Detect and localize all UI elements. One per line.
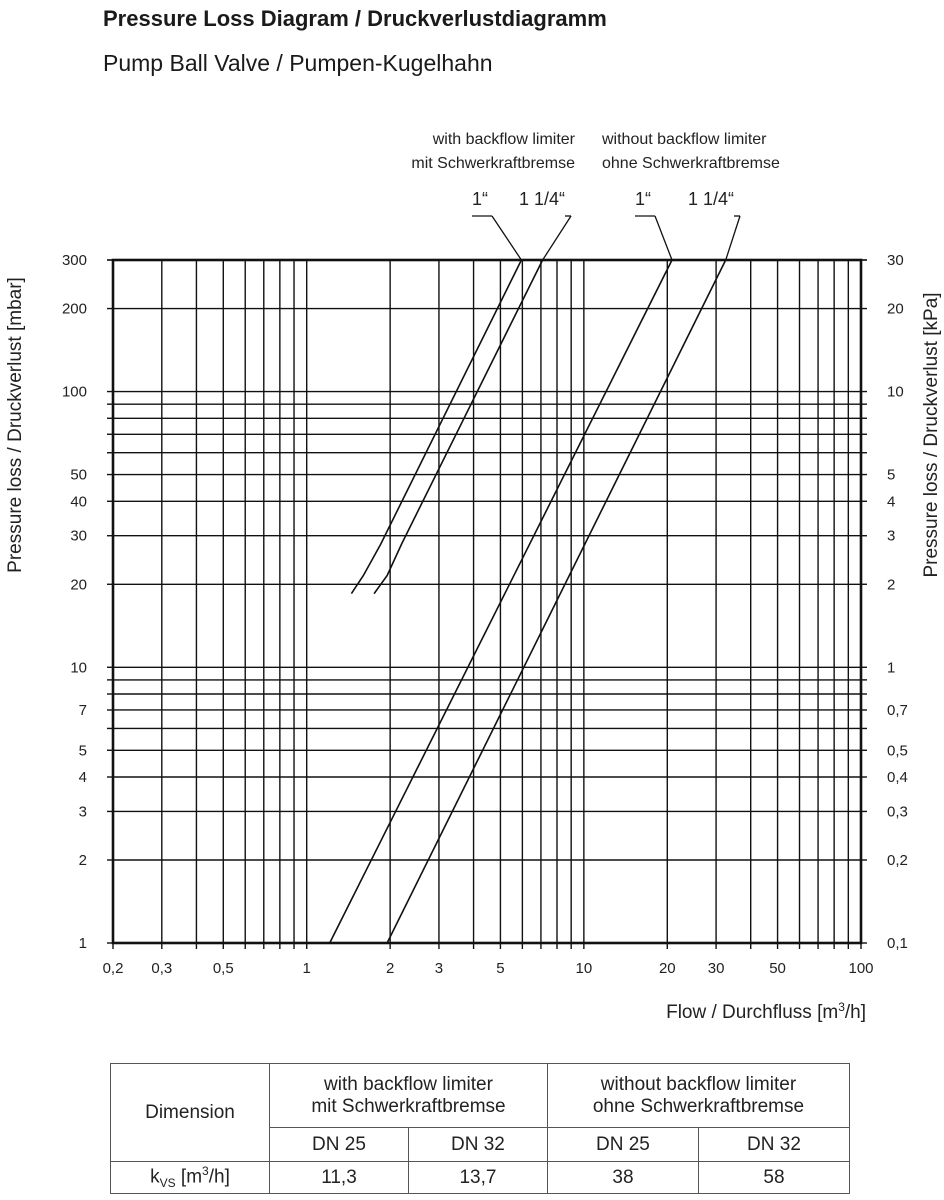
x-tick-label: 100	[848, 960, 874, 977]
series-label: 1 1/4“	[519, 189, 566, 209]
table-size-cell: DN 25	[547, 1128, 698, 1162]
series-group-label: without backflow limiter	[602, 131, 767, 148]
series-label: 1 1/4“	[688, 189, 735, 209]
y-tick-label-left: 300	[61, 252, 87, 269]
series-leader	[543, 216, 571, 260]
series-label: 1“	[472, 189, 489, 209]
y-tick-label-left: 30	[70, 527, 87, 545]
kvs-table	[110, 1063, 850, 1194]
y-tick-label-right: 1	[887, 659, 896, 677]
x-axis-label: Flow / Durchfluss $[m^3/h]$	[666, 1000, 866, 1023]
y-tick-label-right: 3	[887, 527, 896, 545]
table-group2-header: without backflow limiter ohne Schwerkraftbremse	[547, 1064, 849, 1128]
table-kvs-label: $k_{VS}$ $[m^3/h]$	[111, 1162, 270, 1194]
x-tick-label: 5	[496, 960, 505, 977]
x-tick-label: 50	[769, 960, 786, 977]
table-dimension-header: Dimension	[111, 1064, 270, 1162]
series-group-label: with backflow limiter	[432, 131, 575, 148]
series-curve	[351, 260, 521, 594]
y-tick-label-right: 0,5	[887, 742, 908, 760]
y-tick-label-left: 40	[70, 493, 87, 511]
x-tick-label: 3	[434, 960, 444, 977]
table-size-cell: DN 32	[408, 1128, 547, 1162]
y-tick-label-left: 3	[78, 803, 87, 821]
y-tick-label-right: 30	[887, 252, 904, 269]
table-value-cell: 13,7	[408, 1162, 547, 1194]
y-tick-label-left: 50	[70, 466, 87, 484]
x-tick-label: 20	[658, 960, 676, 977]
table-value-cell: 58	[698, 1162, 849, 1194]
y-tick-label-right: 0,7	[887, 701, 908, 719]
y-tick-label-left: 10	[70, 659, 87, 677]
table-size-cell: DN 25	[270, 1128, 409, 1162]
x-tick-label: 10	[575, 960, 593, 977]
x-tick-label: 0,5	[212, 960, 234, 977]
table-value-cell: 11,3	[270, 1162, 409, 1194]
series-curve	[374, 260, 542, 594]
y-tick-label-right: 0,4	[887, 768, 908, 786]
series-leader	[492, 216, 521, 260]
y-tick-label-right: 0,3	[887, 803, 908, 821]
y-axis-label-left: Pressure loss / Druckverlust [mbar]	[5, 277, 26, 573]
y-tick-label-left: 100	[61, 383, 87, 401]
series-leader	[655, 216, 672, 260]
series-label: 1“	[635, 189, 652, 209]
y-tick-label-left: 200	[61, 300, 87, 318]
x-tick-label: 1	[302, 960, 311, 977]
plot-frame	[113, 260, 861, 943]
y-tick-label-left: 2	[78, 851, 87, 869]
series-group-label: mit Schwerkraftbremse	[411, 155, 575, 172]
x-tick-label: 0,3	[151, 960, 173, 977]
y-axis-label-right: Pressure loss / Druckverlust [kPa]	[921, 292, 942, 578]
x-tick-label: 0,2	[102, 960, 124, 977]
y-tick-label-right: 0,1	[887, 935, 908, 952]
y-tick-label-left: 1	[78, 935, 87, 952]
y-tick-label-right: 4	[887, 493, 896, 511]
table-value-cell: 38	[547, 1162, 698, 1194]
y-tick-label-right: 10	[887, 383, 904, 401]
y-tick-label-left: 5	[78, 742, 87, 760]
y-tick-label-left: 7	[78, 701, 87, 719]
series-leader	[726, 216, 740, 260]
y-tick-label-left: 20	[70, 576, 87, 594]
y-tick-label-right: 2	[887, 576, 896, 594]
y-tick-label-left: 4	[78, 768, 87, 786]
page-subtitle: Pump Ball Valve / Pumpen-Kugelhahn	[103, 50, 493, 76]
series-group-label: ohne Schwerkraftbremse	[602, 155, 780, 172]
table-group1-header: with backflow limiter mit Schwerkraftbremse	[270, 1064, 548, 1128]
y-tick-label-right: 20	[887, 300, 904, 318]
y-tick-label-right: 5	[887, 466, 896, 484]
page-title: Pressure Loss Diagram / Druckverlustdiagramm	[103, 6, 607, 31]
table-size-cell: DN 32	[698, 1128, 849, 1162]
y-tick-label-right: 0,2	[887, 851, 908, 869]
x-tick-label: 2	[385, 960, 395, 977]
x-tick-label: 30	[707, 960, 725, 977]
